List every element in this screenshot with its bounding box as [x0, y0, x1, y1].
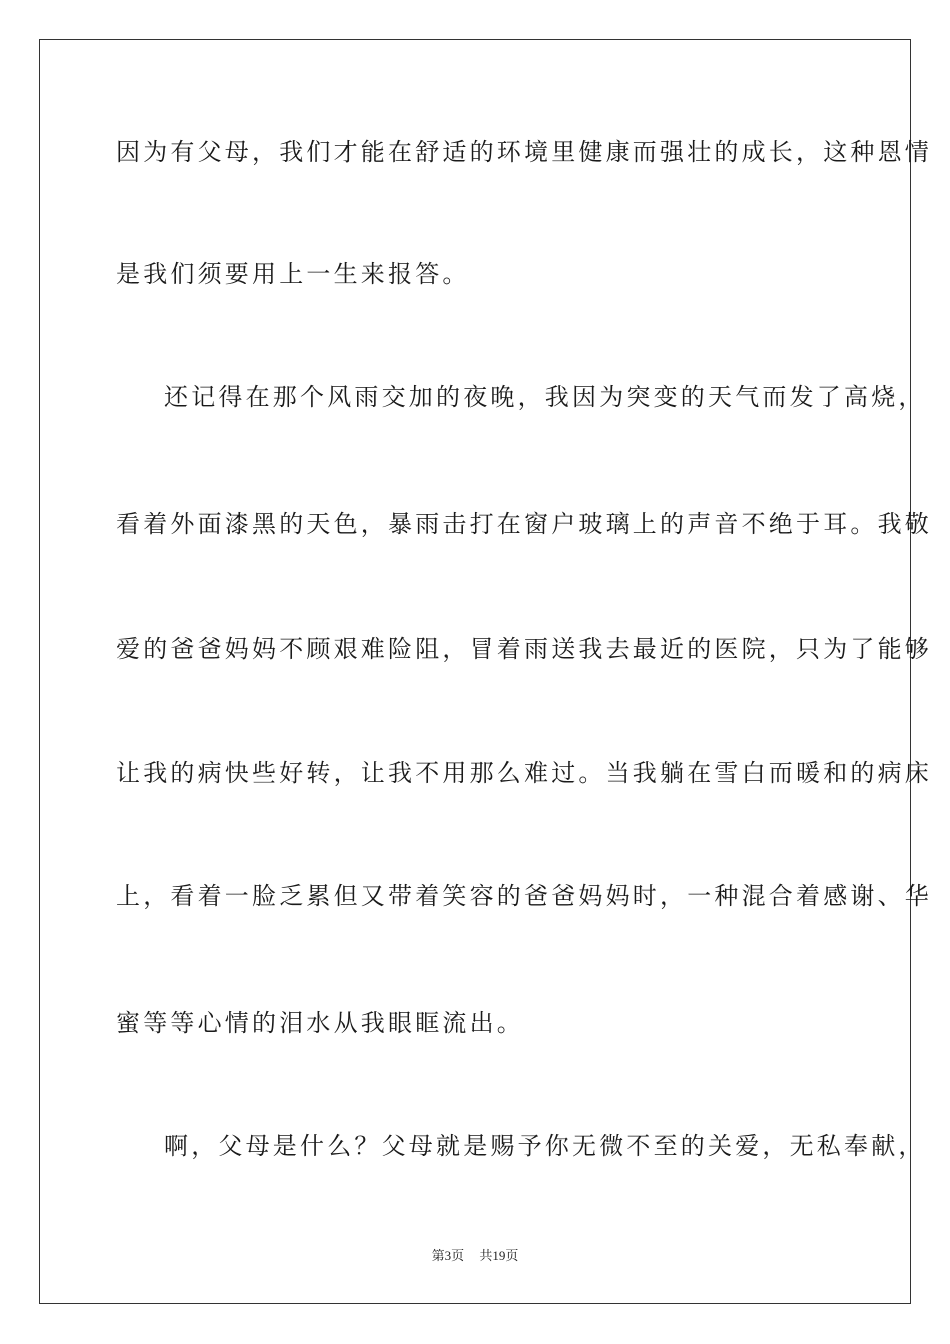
page-number-total: 共19页	[479, 1248, 519, 1263]
text-line: 啊，父母是什么？父母就是赐予你无微不至的关爱，无私奉献，	[164, 1132, 926, 1160]
text-line: 是我们须要用上一生来报答。	[116, 260, 470, 288]
text-line: 蜜等等心情的泪水从我眼眶流出。	[116, 1009, 524, 1037]
text-line: 看着外面漆黑的天色，暴雨击打在窗户玻璃上的声音不绝于耳。我敬	[116, 510, 932, 538]
page-number-current: 第3页	[431, 1248, 465, 1263]
text-line: 因为有父母，我们才能在舒适的环境里健康而强壮的成长，这种恩情	[116, 138, 932, 166]
text-line: 让我的病快些好转，让我不用那么难过。当我躺在雪白而暖和的病床	[116, 759, 932, 787]
text-line: 上，看着一脸乏累但又带着笑容的爸爸妈妈时，一种混合着感谢、华	[116, 882, 932, 910]
page-footer	[0, 1246, 950, 1266]
text-line: 爱的爸爸妈妈不顾艰难险阻，冒着雨送我去最近的医院，只为了能够	[116, 635, 932, 663]
page-frame	[39, 39, 932, 1304]
text-line: 还记得在那个风雨交加的夜晚，我因为突变的天气而发了高烧，	[164, 383, 926, 411]
